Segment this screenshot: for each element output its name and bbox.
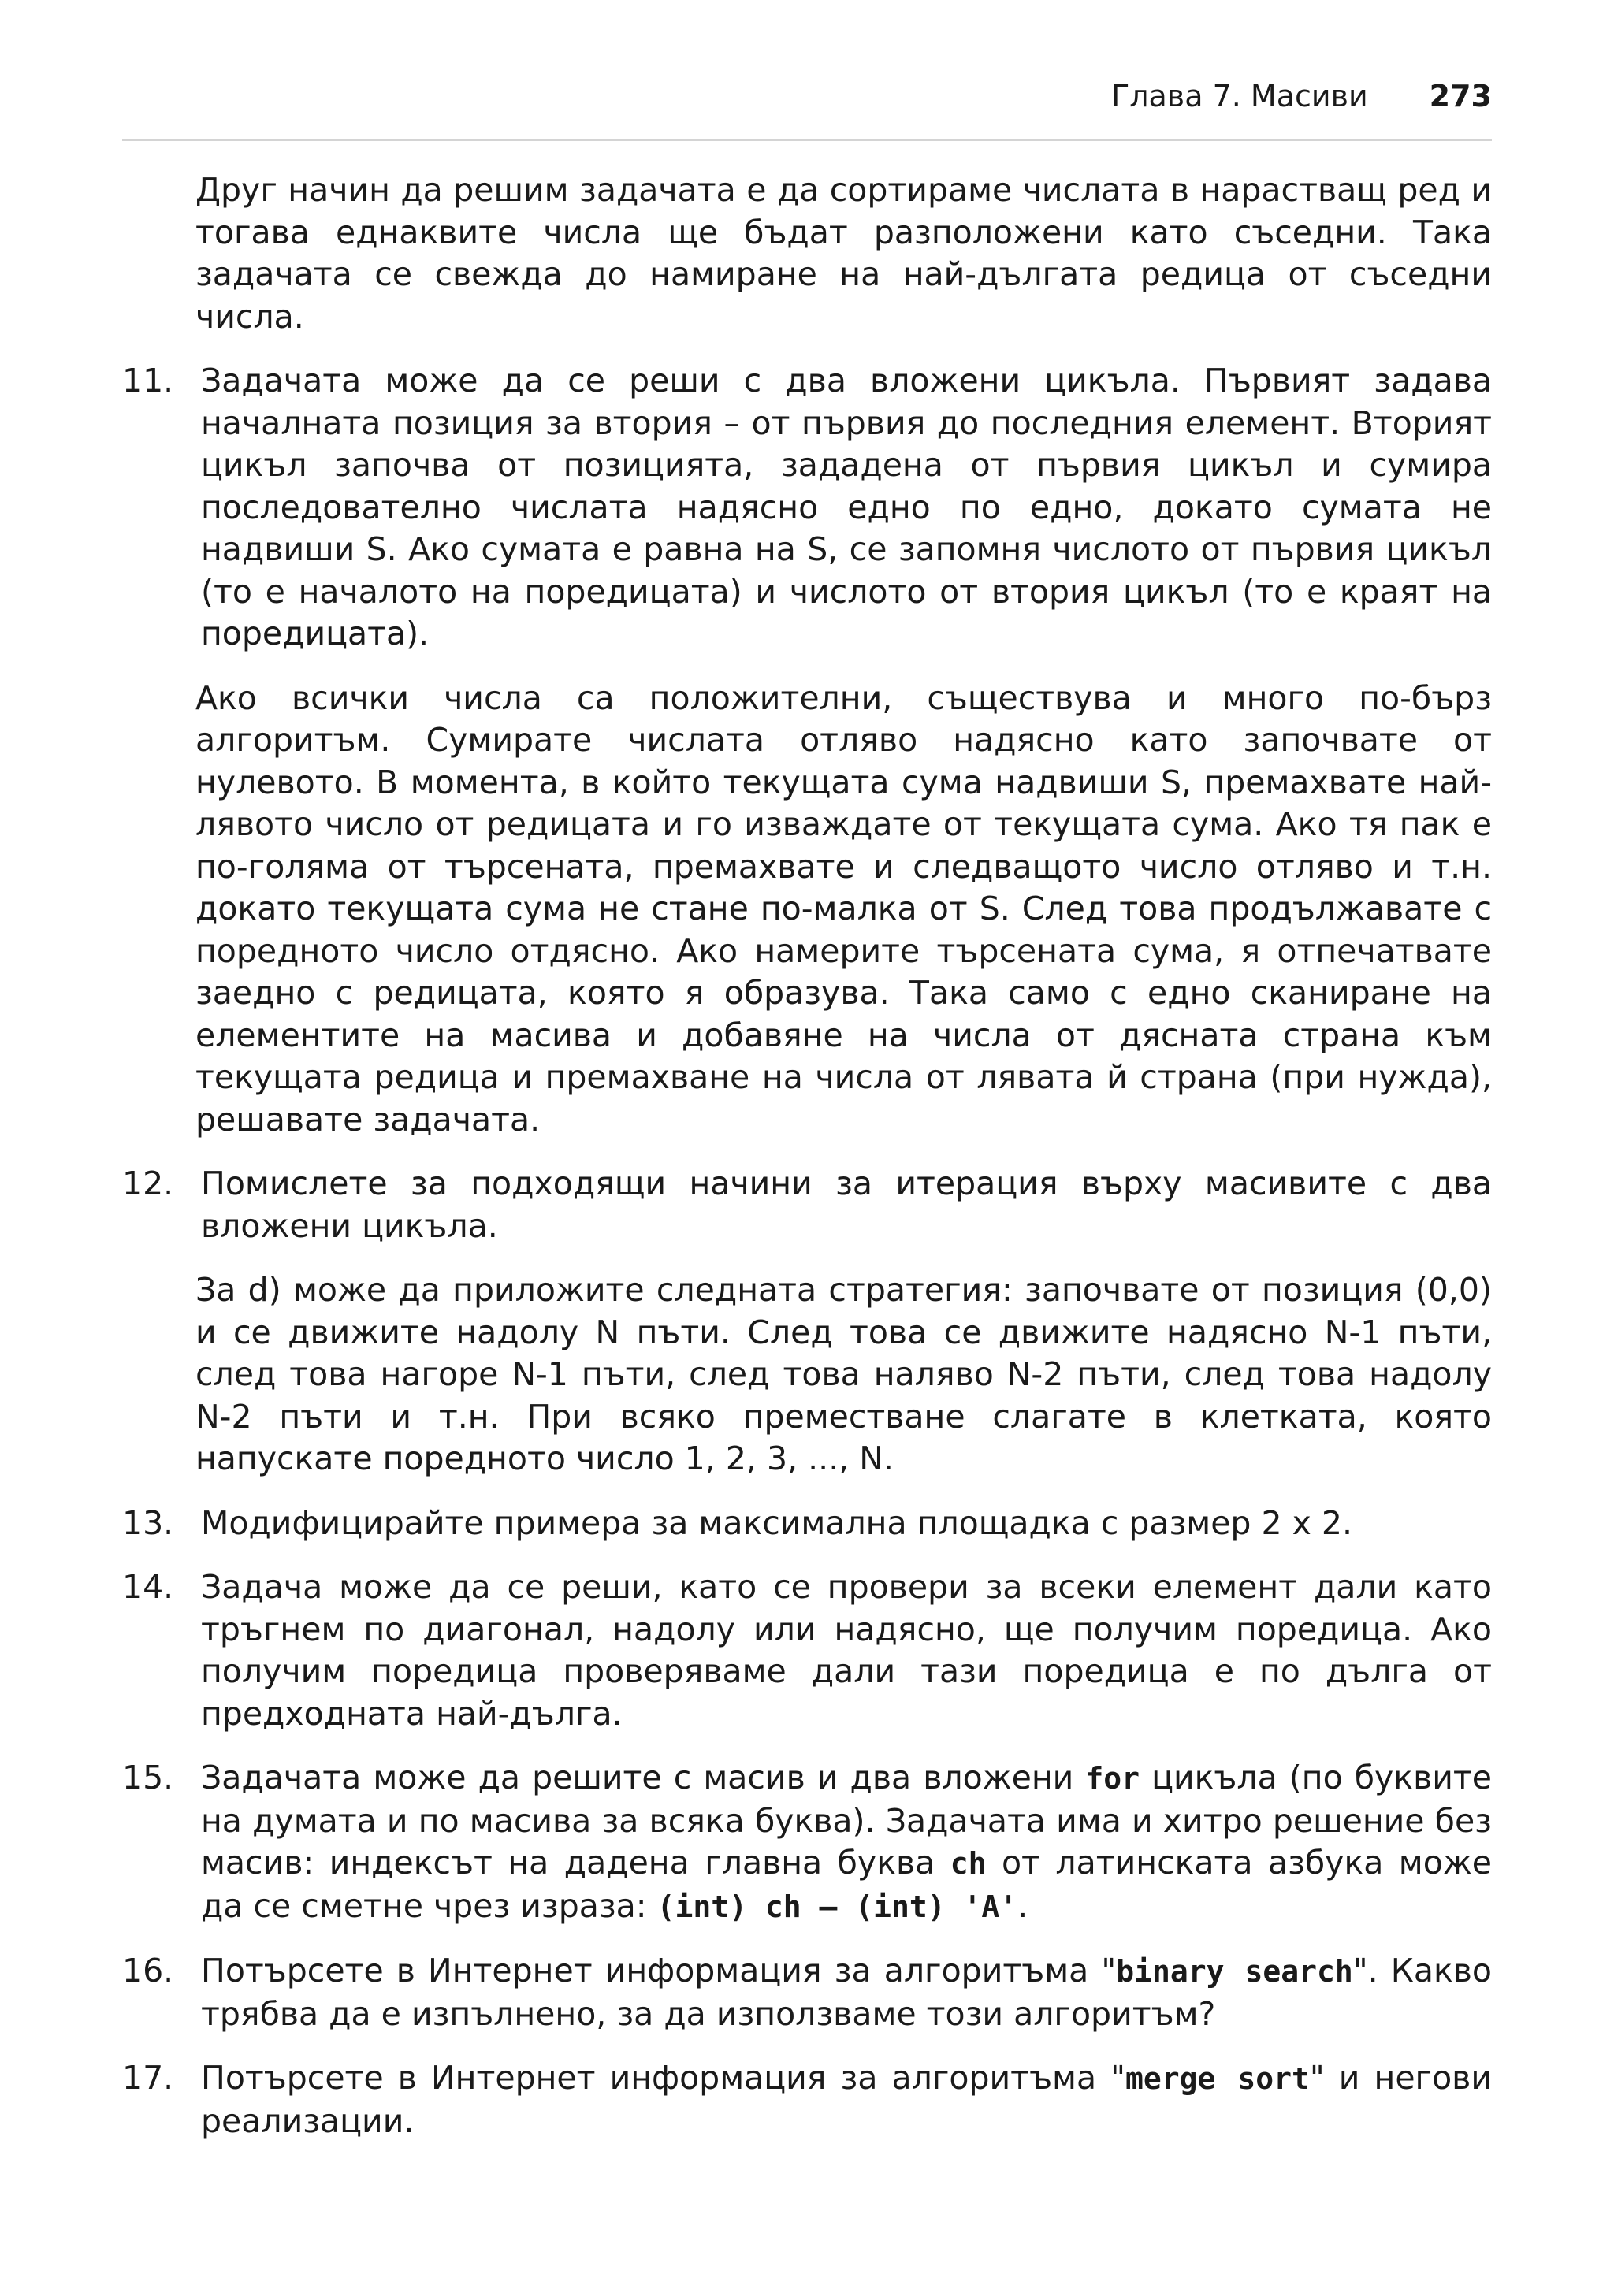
code-for: for	[1085, 1761, 1140, 1796]
text-run: Потърсете в Интернет информация за алгоритъма "	[201, 1952, 1117, 1989]
list-item-12	[122, 1163, 1492, 1247]
page-header	[122, 79, 1492, 126]
chapter-title: Глава 7. Масиви	[1111, 79, 1368, 113]
item-number: 11.	[122, 362, 174, 399]
code-expression: (int) ch – (int) 'A'	[656, 1889, 1018, 1924]
item-number: 17.	[122, 2059, 174, 2097]
item-number: 14.	[122, 1568, 174, 1606]
item-text: Задача може да се реши, като се провери за всеки елемент дали като тръгнем по диагонал, надолу или надясно, ще получим поредица. Ако получим поредица проверяваме дали тази поредица е по дълга от предходната най-дълга.	[201, 1568, 1492, 1733]
item-text: Задачата може да се реши с два вложени цикъла. Първият задава началната позиция за втория – от първия до последния елемент. Вторият цикъл започва от позицията, зададена от първия цикъл и сумира последователно числата надясно едно по едно, докато сумата не надвиши S. Ако сумата е равна на S, се запомня числото от първия цикъл (то е началото на поредицата) и числото от втория цикъл (то е краят на поредицата).	[201, 362, 1492, 652]
list-item-14	[122, 1566, 1492, 1735]
list-item-11	[122, 360, 1492, 656]
text-run: Задачата може да решите с масив и два вложени	[201, 1759, 1086, 1796]
item-number: 16.	[122, 1952, 174, 1989]
list-item-13	[122, 1503, 1492, 1545]
item-text: Помислете за подходящи начини за итерация върху масивите с два вложени цикъла.	[201, 1165, 1492, 1245]
list-item-16	[122, 1950, 1492, 2035]
item-text	[201, 1757, 1492, 1928]
code-merge-sort: merge sort	[1125, 2061, 1310, 2096]
item-12-paragraph-2: За d) може да приложите следната стратегия: започвате от позиция (0,0) и се движите надолу N пъти. След това се движите надясно N-1 пъти, след това нагоре N-1 пъти, след това наляво N-2 пъти, след това надолу N-2 пъти и т.н. При всяко преместване слагате в клетката, която напускате поредното число 1, 2, 3, ..., N.	[195, 1271, 1492, 1477]
text-run: Потърсете в Интернет информация за алгоритъма "	[201, 2059, 1126, 2097]
intro-paragraph: Друг начин да решим задачата е да сортираме числата в нарастващ ред и тогава еднаквите числа ще бъдат разположени като съседни. Така задачата се свежда до намиране на най-дългата редица от съседни числа.	[195, 171, 1492, 336]
text-run: .	[1017, 1886, 1028, 1925]
page-number: 273	[1429, 79, 1492, 113]
code-binary-search: binary search	[1116, 1954, 1353, 1989]
text-run: от латинската азбука може да се сметне чрез израза:	[201, 1844, 1492, 1925]
list-item-17	[122, 2057, 1492, 2142]
item-number: 15.	[122, 1759, 174, 1796]
item-number: 13.	[122, 1503, 174, 1542]
code-ch: ch	[950, 1846, 987, 1881]
header-divider	[122, 139, 1492, 141]
item-11-paragraph-2: Ако всички числа са положителни, съществува и много по-бърз алгоритъм. Сумирате числата отляво надясно като започвате от нулевото. В момента, в който текущата сума надвиши S, премахвате най-лявото число от редицата и го изваждате от текущата сума. Ако тя пак е по-голяма от търсената, премахвате и следващото число отляво и т.н. докато текущата сума не стане по-малка от S. След това продължавате с поредното число отдясно. Ако намерите търсената сума, я отпечатвате заедно с редицата, която я образува. Така само с едно сканиране на елементите на масива и добавяне на числа от дясната страна към текущата редица и премахване на числа от лявата й страна (при нужда), решавате задачата.	[195, 678, 1492, 1139]
text-run: " и негови реализации.	[201, 2059, 1492, 2140]
item-text	[201, 2057, 1492, 2142]
item-text: Модифицирайте примера за максимална площадка с размер 2 x 2.	[201, 1503, 1353, 1542]
item-number: 12.	[122, 1165, 174, 1202]
text-run: ". Какво трябва да е изпълнено, за да използваме този алгоритъм?	[201, 1952, 1492, 2033]
list-item-15	[122, 1757, 1492, 1928]
page-content	[122, 169, 1492, 2142]
item-text	[201, 1950, 1492, 2035]
text-run: цикъла (по буквите на думата и по масива за всяка буква). Задачата има и хитро решение без масив: индексът на дадена главна буква	[201, 1759, 1492, 1882]
